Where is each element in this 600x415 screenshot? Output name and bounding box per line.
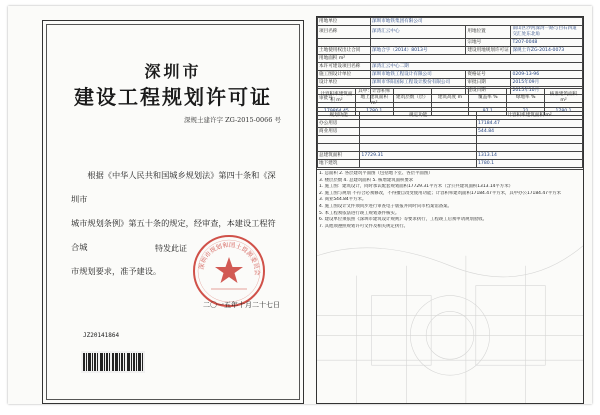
area-value: 97.1 xyxy=(469,108,507,116)
official-seal-icon xyxy=(191,233,267,309)
function-cell: 计容积率建筑面积 m² xyxy=(476,112,582,120)
issue-date: 二〇一五年十月二十七日 xyxy=(203,301,280,309)
cell: 施工图设计单位 xyxy=(318,71,371,79)
area-header: 绿地率 % xyxy=(507,89,545,108)
function-cell xyxy=(360,144,477,152)
function-cell: 544.84 xyxy=(476,128,582,136)
function-cell: 1780.1 xyxy=(476,160,582,168)
permit-detail-page xyxy=(316,16,584,404)
area-value: 179864.45 xyxy=(318,108,356,116)
note-line: 2. 施工图与规划 不符合必须修改，不得擅自改变使用功能；计容积率建筑面积17184.47平方米，其中办公17184.47平方米 xyxy=(319,190,562,196)
cell: 深圳市华阳国际工程设计股份有限公司 xyxy=(371,79,466,87)
function-cell: 总建筑面积 xyxy=(318,152,360,160)
function-cell xyxy=(476,144,582,152)
area-header: 核准建筑面积 m² xyxy=(545,89,583,108)
cell xyxy=(371,39,466,47)
cell xyxy=(318,39,371,47)
serial-number: JZ20141864 xyxy=(83,332,120,339)
permit-cover-page xyxy=(42,20,304,404)
body-line-3: 市规划要求，准予建设。 xyxy=(71,266,162,276)
note-line: 6. 建设单位须依照《深圳市建筑设计规则》等要求执行，工程竣工后须申请规划验收。 xyxy=(319,217,488,223)
cell: 审批日期 xyxy=(466,79,511,87)
function-cell xyxy=(360,120,477,128)
cell: 2015年09月 xyxy=(511,79,583,87)
cell: 资格证号 xyxy=(466,71,511,79)
cell: 0209-13-96 xyxy=(511,71,583,79)
area-value: 1780.1 xyxy=(545,108,583,116)
notice-text: 特发此证 xyxy=(155,244,187,253)
note-line: 7. 其他须遵照规划许可文件及相关规定执行。 xyxy=(319,223,409,229)
function-cell: 1313.14 xyxy=(476,152,582,160)
cell: T207-0048 xyxy=(511,39,583,47)
cell: 2015年10月 xyxy=(511,87,583,95)
note-line: 1. 总面积 2. 各层建筑平面图（包括地下室、各层平面图） xyxy=(319,171,433,176)
note-line: 4. 施工图设计文件须同步进行审查电子版报并同时向市档案馆备案。 xyxy=(319,203,452,209)
note-line: 3. 商业544.84平方米。 xyxy=(319,197,367,203)
area-header: 覆盖率 % xyxy=(469,89,507,108)
cell: 本许可建设项目名称 xyxy=(318,63,371,71)
cell: 建设日期 xyxy=(466,87,511,95)
cell: 南山区沙河深湾一路与白石四道交汇处东北角 xyxy=(511,26,583,39)
area-value: 1780.1 xyxy=(355,108,393,116)
area-header: 建筑高度 m xyxy=(431,89,469,108)
note-line: 5. 本工程须依法进行竣工规划条件核实。 xyxy=(319,210,400,216)
function-cell: 规定功能 xyxy=(360,112,477,120)
cell: 建设用地规划许可证 xyxy=(466,47,511,55)
permit-title: 建设工程规划许可证 xyxy=(74,85,272,109)
cell: 土地使用权出让合同 xyxy=(318,47,371,55)
area-header: 建筑层数（层） xyxy=(393,89,431,108)
note-line: 3. 楼层层数 4. 总建筑面积 5. 核增建筑面积要求 xyxy=(319,177,414,183)
cell: 深圳市地铁集团有限公司 xyxy=(371,18,583,26)
function-cell xyxy=(476,136,582,144)
body-line-2: 城市规划条例》第五十条的规定，经审查，本建设工程符合城 xyxy=(71,218,276,252)
cell: 深规土许ZG-2014-0073 xyxy=(511,47,583,55)
qr-code-icon xyxy=(81,351,145,373)
cell: 项目名称 xyxy=(318,26,371,39)
function-cell: 商业用房 xyxy=(318,128,360,136)
cell: 深圳市地铁工程设计有限公司 xyxy=(371,71,466,79)
cell: 深湾汇云中心二期 xyxy=(371,63,583,71)
function-cell: 规划功能 xyxy=(318,112,360,120)
function-cell: 办公用房 xyxy=(318,120,360,128)
area-value: 21 xyxy=(507,108,545,116)
svg-text:深圳市规划和国土资源委员会: 深圳市规划和国土资源委员会 xyxy=(198,241,261,276)
function-area-table xyxy=(317,111,583,168)
cell: 审批号 xyxy=(318,95,371,103)
function-cell xyxy=(360,128,477,136)
function-cell: 地下建筑 xyxy=(318,160,360,168)
cell: 设计单位 xyxy=(318,79,371,87)
function-cell xyxy=(318,144,360,152)
permit-document xyxy=(8,6,592,404)
note-line: 1. 施工图：建筑设计，同时承认配套规划面积17729.31平方米（含公共建筑面积1313.14平方米） xyxy=(319,184,513,190)
cell: 用地面积 m² xyxy=(318,55,371,63)
area-header: 计容积率建筑面积 m² xyxy=(318,89,356,108)
city-name: 深圳市 xyxy=(144,62,202,81)
function-cell xyxy=(318,136,360,144)
body-line-1: 根据《中华人民共和国城乡规划法》第四十条和《深圳市 xyxy=(71,170,276,204)
function-cell: 17184.47 xyxy=(476,120,582,128)
function-cell xyxy=(360,136,477,144)
cell: 深地合字（2014）8013号 xyxy=(371,47,466,55)
cell: 用地位置 xyxy=(466,26,511,39)
cell: 宗地号 xyxy=(466,39,511,47)
cell: 深湾汇云中心 xyxy=(371,26,466,39)
function-cell xyxy=(360,160,477,168)
area-header: 其中：计容积率地上建筑面积 m² xyxy=(355,89,393,108)
cell: 用地单位 xyxy=(318,18,371,26)
certificate-number: 深规土建许字 ZG-2015-0066 号 xyxy=(184,116,281,124)
cell xyxy=(371,55,583,63)
function-cell: 17729.31 xyxy=(360,152,477,160)
permit-notes xyxy=(317,169,583,231)
